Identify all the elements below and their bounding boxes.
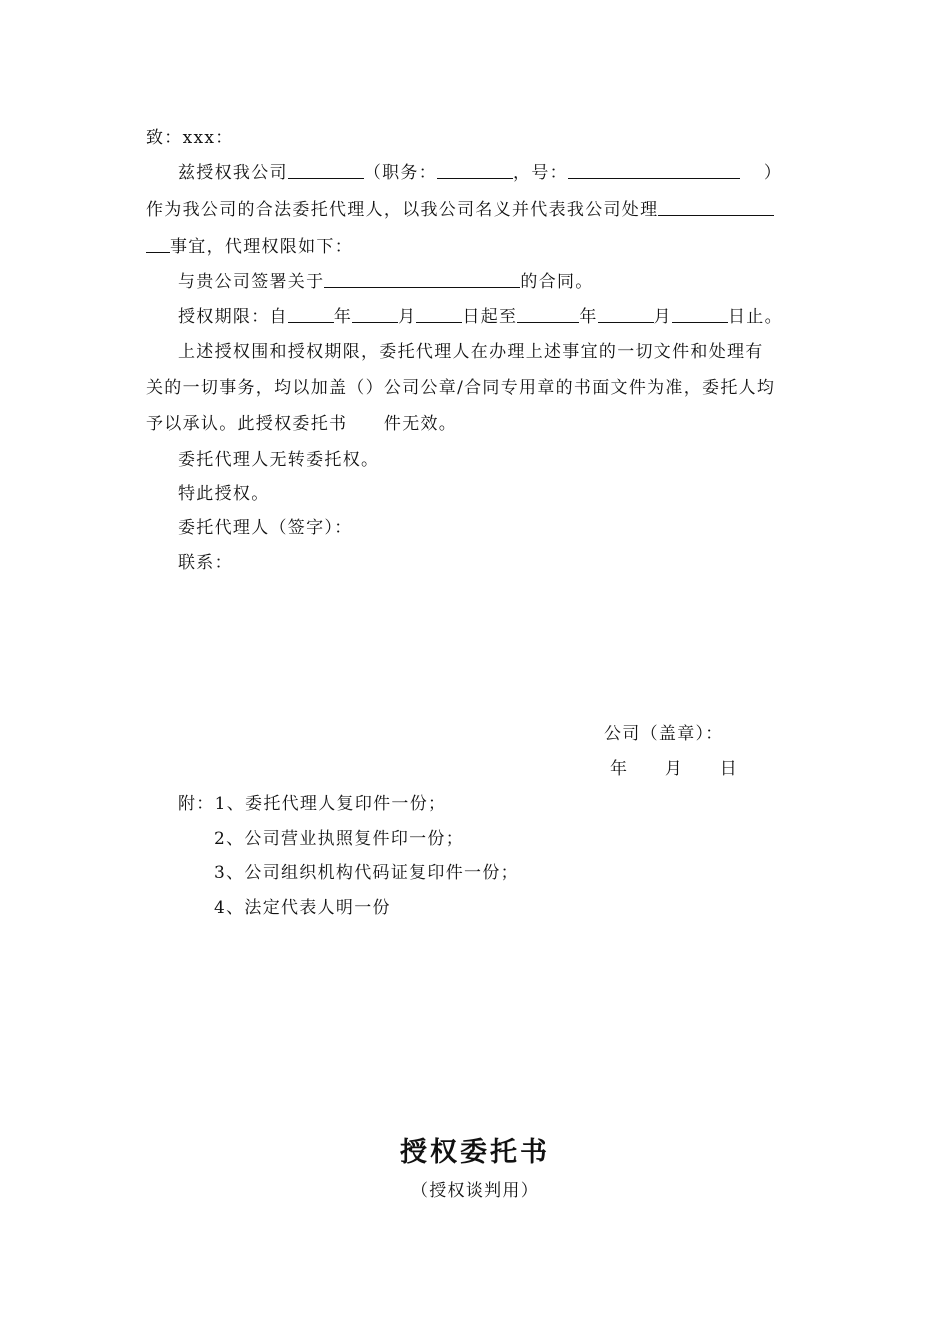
start-year-blank[interactable] bbox=[288, 305, 334, 323]
start-month-blank[interactable] bbox=[352, 305, 398, 323]
contract-suffix: 的合同。 bbox=[520, 272, 594, 292]
close-paren: ） bbox=[763, 163, 783, 183]
day-label-2: 日止。 bbox=[727, 307, 783, 327]
matter-text: 事宜，代理权限如下： bbox=[170, 237, 353, 257]
end-year-blank[interactable] bbox=[517, 305, 579, 323]
matter-blank-2[interactable] bbox=[146, 235, 170, 253]
end-month-blank[interactable] bbox=[598, 305, 654, 323]
authorization-paragraph-line2 bbox=[146, 198, 811, 221]
year-label-1: 年 bbox=[333, 307, 353, 327]
matter-blank-1[interactable] bbox=[658, 198, 774, 216]
document-title: 授权委托书 bbox=[400, 1137, 550, 1168]
attachment-3: 3、公司组织机构代码证复印件一份； bbox=[214, 863, 519, 883]
document-subtitle: （授权谈判用） bbox=[410, 1181, 540, 1201]
scope-line-3: 予以承认。此授权委托书 件无效。 bbox=[146, 414, 458, 434]
name-blank[interactable] bbox=[288, 161, 364, 179]
contract-line bbox=[178, 270, 811, 293]
position-blank[interactable] bbox=[437, 161, 513, 179]
month-label-2: 月 bbox=[653, 307, 672, 327]
period-label: 授权期限：自 bbox=[178, 307, 288, 327]
authorization-paragraph-line3 bbox=[146, 235, 811, 258]
contract-label: 与贵公司签署关于 bbox=[178, 272, 325, 292]
id-blank[interactable] bbox=[568, 161, 740, 179]
salutation: 致：xxx： bbox=[146, 128, 234, 148]
scope-line-2: 关的一切事务，均以加盖（）公司公章/合同专用章的书面文件为准，委托人均 bbox=[146, 378, 776, 398]
attachment-2: 2、公司营业执照复件印一份； bbox=[214, 829, 465, 849]
attachment-4: 4、法定代表人明一份 bbox=[214, 898, 391, 918]
agent-signature-label: 委托代理人（签字）： bbox=[178, 518, 353, 538]
month-label-1: 月 bbox=[398, 307, 417, 327]
end-day-blank[interactable] bbox=[672, 305, 728, 323]
hereby-authorize: 特此授权。 bbox=[178, 484, 270, 504]
authorize-text: 兹授权我公司 bbox=[178, 163, 288, 183]
agent-statement: 作为我公司的合法委托代理人，以我公司名义并代表我公司处理 bbox=[146, 200, 659, 220]
year-label-2: 年 bbox=[579, 307, 598, 327]
attachment-1: 附：1、委托代理人复印件一份； bbox=[178, 794, 447, 814]
no-transfer-clause: 委托代理人无转委托权。 bbox=[178, 450, 380, 470]
date-line: 年 月 日 bbox=[610, 759, 739, 779]
day-label-1: 日起至 bbox=[462, 307, 518, 327]
authorization-paragraph-line1 bbox=[178, 161, 811, 184]
company-seal-label: 公司（盖章）： bbox=[604, 724, 724, 744]
start-day-blank[interactable] bbox=[416, 305, 462, 323]
scope-line-1: 上述授权围和授权期限，委托代理人在办理上述事宜的一切文件和处理有 bbox=[178, 342, 764, 362]
position-label: （职务： bbox=[363, 163, 438, 183]
contact-label: 联系： bbox=[178, 553, 233, 573]
contract-blank[interactable] bbox=[324, 270, 520, 288]
period-line bbox=[178, 305, 811, 328]
id-label: ，号： bbox=[513, 163, 568, 183]
